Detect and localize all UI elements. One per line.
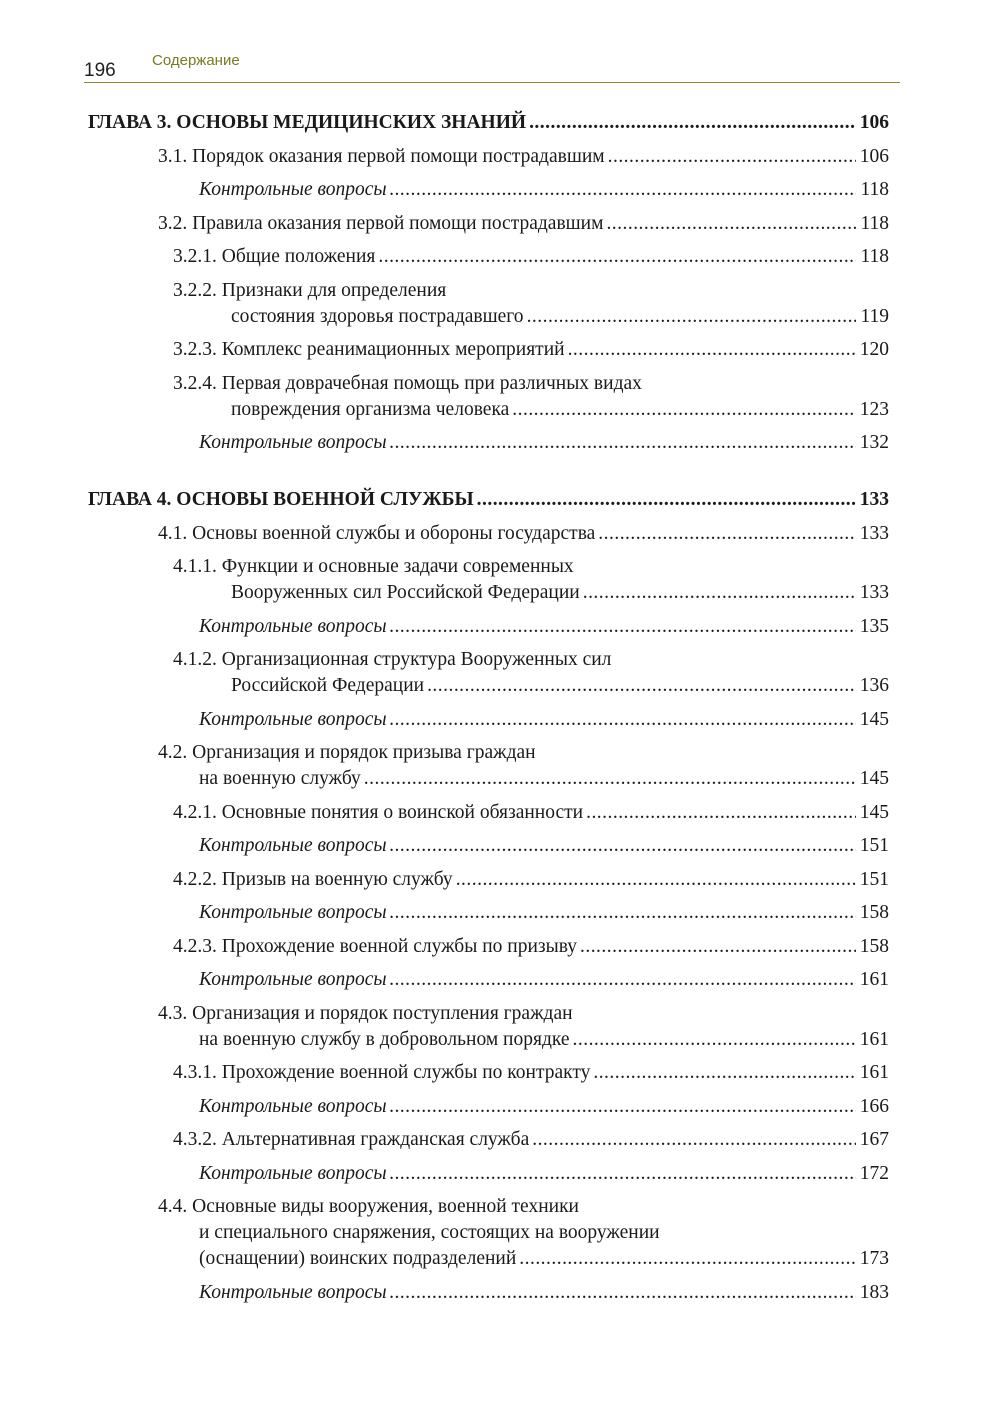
toc-entry[interactable] [88,1060,889,1086]
toc-entry[interactable] [88,1194,889,1272]
toc-entry-title-line: ГЛАВА 4. ОСНОВЫ ВОЕННОЙ СЛУЖБЫ [88,489,474,510]
toc-entry-title-line: Контрольные вопросы [199,969,387,990]
toc-entry-title-line: 4.2. Организация и порядок призыва граждан [158,742,536,763]
dot-leader [390,900,856,926]
toc-entry-title-line: Контрольные вопросы [199,1095,387,1117]
toc-page-number: 173 [859,1248,889,1269]
toc-entry[interactable] [88,211,889,237]
toc-entry-title-line: 3.2.1. Общие положения [173,246,376,267]
page-header [84,50,900,83]
page-number: 196 [84,60,116,81]
toc-entry-title-line: 4.3.2. Альтернативная гражданская служба [173,1129,530,1150]
toc-entry-title-line: 4.1.2. Организационная структура Вооруженных сил [173,649,612,670]
toc-page-number: 158 [859,935,889,957]
toc-entry-chapter[interactable] [88,110,889,136]
toc-entry-title-line: Контрольные вопросы [199,1281,387,1303]
toc-entry-review-questions[interactable] [88,900,889,926]
dot-leader [390,1094,856,1120]
toc-entry-title-line: Контрольные вопросы [199,615,387,637]
toc-entry[interactable] [88,867,889,893]
toc-page-number: 183 [859,1281,889,1303]
toc-entry-title-line: 4.3.1. Прохождение военной службы по контракту [173,1062,591,1083]
toc-page-number: 133 [859,582,889,603]
toc-entry-title-line: Контрольные вопросы [199,708,387,730]
dot-leader [583,580,856,606]
toc-page-number: 158 [859,902,889,923]
toc-page-number: 161 [859,969,889,990]
toc-page-number: 119 [860,305,889,327]
dot-leader [580,934,856,960]
toc-page-number: 161 [859,1028,889,1050]
toc-page-number: 133 [859,522,889,544]
dot-leader [390,833,856,859]
toc-entry-title-line: 3.1. Порядок оказания первой помощи пострадавшим [158,145,605,167]
dot-leader [573,1027,856,1053]
toc-entry-title-line: 4.1. Основы военной службы и обороны государства [158,522,596,544]
toc-page-number: 135 [859,615,889,637]
toc-page-number: 151 [859,835,889,856]
dot-leader [606,211,856,237]
toc-entry-title-line: ГЛАВА 3. ОСНОВЫ МЕДИЦИНСКИХ ЗНАНИЙ [88,112,527,133]
toc-page-number: 118 [860,246,889,267]
toc-entry-title-line: 4.2.1. Основные понятия о воинской обязанности [173,801,584,823]
toc-entry-title-line: Контрольные вопросы [199,902,387,923]
dot-leader [378,244,856,270]
dot-leader [456,867,856,893]
dot-leader [427,673,856,699]
toc-page-number: 167 [859,1129,889,1150]
toc-page-number: 106 [859,112,889,133]
dot-leader [586,800,856,826]
toc-page-number: 136 [859,675,889,696]
toc-entry-title-line: 3.2. Правила оказания первой помощи пострадавшим [158,212,604,234]
toc-page-number: 161 [859,1062,889,1083]
toc-entry-title-line: 4.2.2. Призыв на военную службу [173,868,453,890]
toc-entry-title-line: Контрольные вопросы [199,179,387,200]
toc-page-number: 172 [859,1162,889,1184]
toc-entry[interactable] [88,371,889,423]
toc-entry-title-line: на военную службу в добровольном порядке [199,1028,570,1050]
dot-leader [529,110,856,136]
dot-leader [390,614,856,640]
toc-entry[interactable] [88,278,889,330]
toc-entry[interactable] [88,1127,889,1153]
dot-leader [390,1161,856,1187]
toc-page-number: 123 [859,398,889,420]
toc-entry[interactable] [88,244,889,270]
toc-page-number: 145 [859,708,889,730]
toc-entry-title-line: 4.1.1. Функции и основные задачи современных [173,556,574,577]
toc-chapter [88,110,889,456]
toc-page-number: 120 [859,339,889,360]
toc-entry-chapter[interactable] [88,487,889,513]
toc-page-number: 145 [859,768,889,789]
toc-entry-review-questions[interactable] [88,967,889,993]
toc-entry-review-questions[interactable] [88,177,889,203]
toc-entry-title-line: 3.2.3. Комплекс реанимационных мероприятий [173,339,565,360]
toc-page-number: 132 [859,432,889,453]
toc-entry[interactable] [88,1001,889,1053]
dot-leader [390,967,856,993]
toc-entry[interactable] [88,647,889,699]
toc-entry-title-line: (оснащении) воинских подразделений [199,1248,517,1269]
toc-entry[interactable] [88,144,889,170]
dot-leader [390,430,856,456]
toc-page-number: 133 [859,489,889,510]
toc-page-number: 145 [859,801,889,823]
toc-page-number: 166 [859,1095,889,1117]
toc-entry-title-line: повреждения организма человека [231,398,510,420]
dot-leader [527,304,857,330]
dot-leader [390,177,857,203]
toc-entry-title-line: состояния здоровья пострадавшего [231,305,524,327]
dot-leader [568,337,856,363]
dot-leader [477,487,856,513]
dot-leader [532,1127,856,1153]
toc-entry-title-line: Контрольные вопросы [199,835,387,856]
toc-entry[interactable] [88,521,889,547]
toc-page-number: 151 [859,868,889,890]
dot-leader [390,1280,856,1306]
toc-entry-title-line: и специального снаряжения, состоящих на вооружении [199,1222,660,1243]
table-of-contents [88,110,889,1313]
toc-entry-review-questions[interactable] [88,614,889,640]
toc-entry-title-line: 4.3. Организация и порядок поступления граждан [158,1002,573,1024]
toc-entry-review-questions[interactable] [88,1094,889,1120]
dot-leader [512,397,855,423]
toc-entry-review-questions[interactable] [88,1161,889,1187]
toc-entry[interactable] [88,740,889,792]
toc-entry[interactable] [88,934,889,960]
toc-entry-title-line: 3.2.2. Признаки для определения [173,279,447,301]
running-title: Содержание [152,52,240,69]
toc-page-number: 106 [859,145,889,167]
toc-entry-title-line: Контрольные вопросы [199,432,387,453]
toc-entry-title-line: 3.2.4. Первая доврачебная помощь при различных видах [173,372,642,394]
toc-entry[interactable] [88,337,889,363]
toc-page-number: 118 [860,179,889,200]
toc-entry-title-line: 4.2.3. Прохождение военной службы по призыву [173,935,577,957]
dot-leader [593,1060,855,1086]
toc-entry-title-line: Вооруженных сил Российской Федерации [231,582,580,603]
toc-entry-title-line: 4.4. Основные виды вооружения, военной техники [158,1196,579,1217]
toc-page-number: 118 [860,212,889,234]
toc-entry-review-questions[interactable] [88,707,889,733]
toc-entry-review-questions[interactable] [88,430,889,456]
toc-entry-review-questions[interactable] [88,1280,889,1306]
toc-entry-title-line: на военную службу [199,768,361,789]
dot-leader [519,1246,855,1272]
toc-entry[interactable] [88,554,889,606]
toc-entry-review-questions[interactable] [88,833,889,859]
dot-leader [364,766,856,792]
toc-entry-title-line: Контрольные вопросы [199,1162,387,1184]
toc-entry-title-line: Российской Федерации [231,675,425,696]
toc-chapter [88,487,889,1306]
dot-leader [390,707,856,733]
dot-leader [608,144,856,170]
dot-leader [598,521,855,547]
toc-entry[interactable] [88,800,889,826]
